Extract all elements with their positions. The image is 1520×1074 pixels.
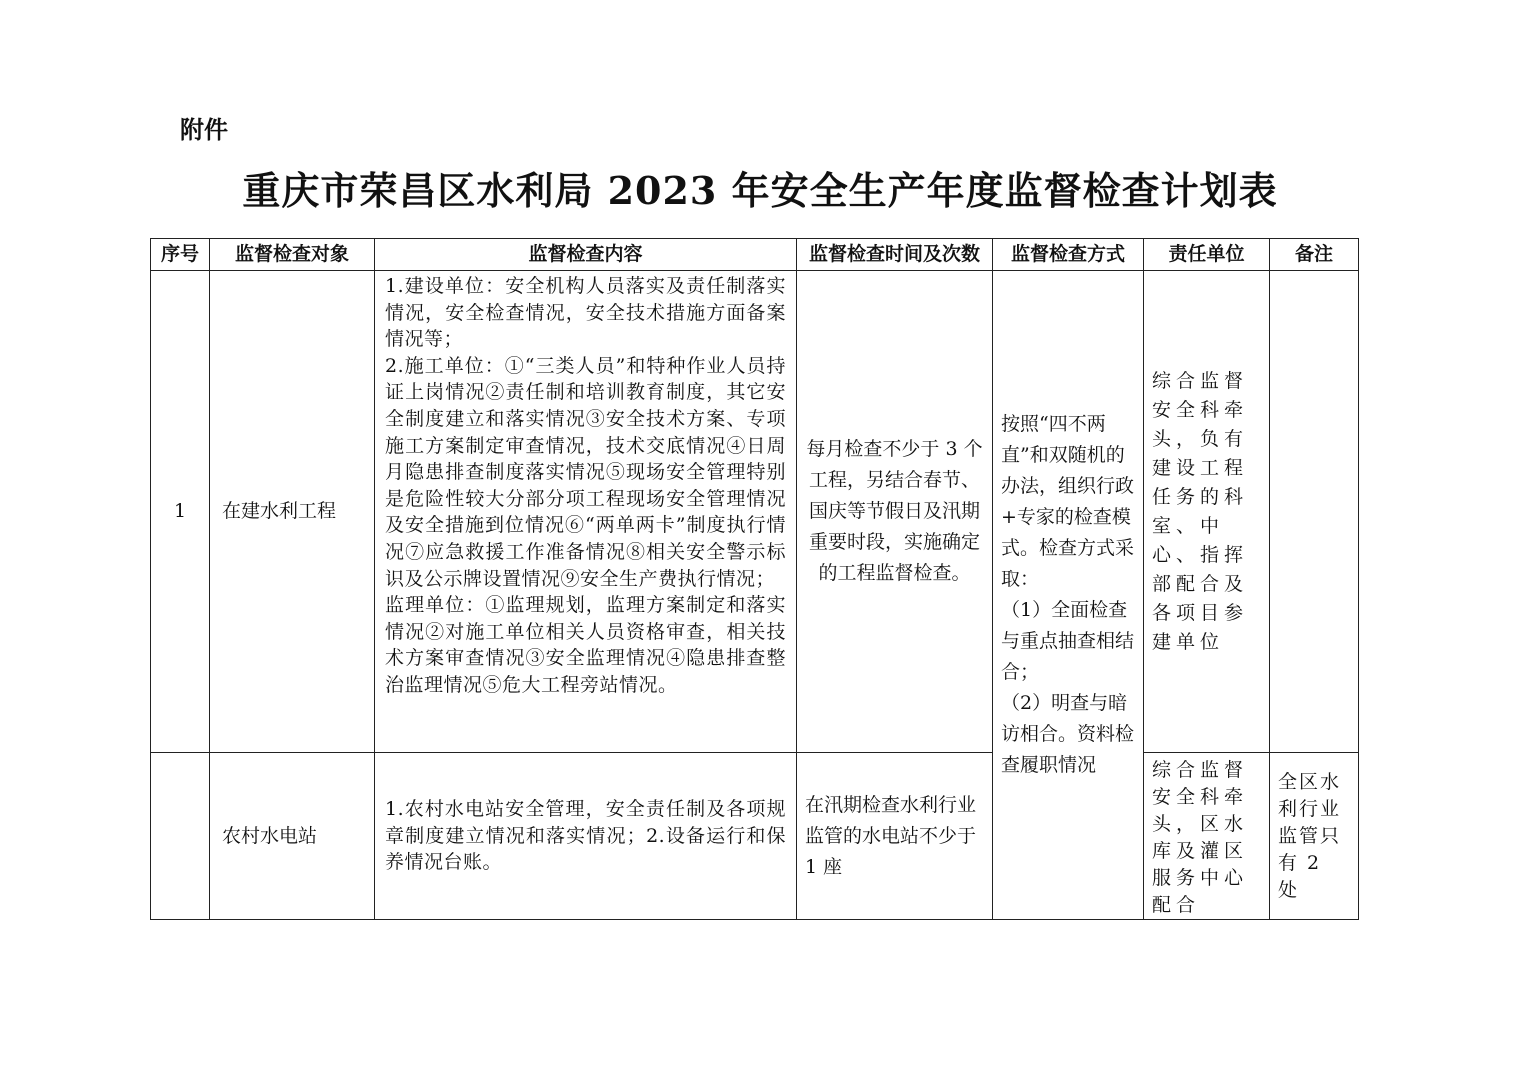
inspection-target: 在建水利工程 <box>210 271 375 753</box>
responsible-unit: 综合监督安全科牵头，区水库及灌区服务中心配合 <box>1144 753 1270 920</box>
column-header-method: 监督检查方式 <box>993 239 1144 271</box>
column-header-target: 监督检查对象 <box>210 239 375 271</box>
column-header-no: 序号 <box>151 239 210 271</box>
inspection-time: 每月检查不少于 3 个工程，另结合春节、国庆等节假日及汛期重要时段，实施确定的工程监督检查。 <box>797 271 993 753</box>
table-row <box>151 271 1359 753</box>
table-header-row <box>151 239 1359 271</box>
inspection-content: 1.农村水电站安全管理，安全责任制及各项规章制度建立情况和落实情况；2.设备运行和保养情况台账。 <box>375 753 797 920</box>
inspection-plan-table <box>150 238 1359 920</box>
column-header-note: 备注 <box>1270 239 1359 271</box>
column-header-responsible: 责任单位 <box>1144 239 1270 271</box>
row-number <box>151 753 210 920</box>
responsible-unit: 综合监督安全科牵头，负有建设工程任务的科室、中心、指挥部配合及各项目参建单位 <box>1144 271 1270 753</box>
remarks: 全区水利行业监管只有 2 处 <box>1270 753 1359 920</box>
column-header-content: 监督检查内容 <box>375 239 797 271</box>
remarks <box>1270 271 1359 753</box>
document-title: 重庆市荣昌区水利局 2023 年安全生产年度监督检查计划表 <box>242 168 1278 213</box>
table-row <box>151 753 1359 920</box>
attachment-label: 附件 <box>180 116 228 144</box>
row-number: 1 <box>151 271 210 753</box>
inspection-method: 按照“四不两直”和双随机的办法，组织行政+专家的检查模式。检查方式采取： （1）全面检查与重点抽查相结合； （2）明查与暗访相合。资料检查履职情况 <box>993 271 1144 920</box>
column-header-time: 监督检查时间及次数 <box>797 239 993 271</box>
inspection-time: 在汛期检查水利行业监管的水电站不少于 1 座 <box>797 753 993 920</box>
inspection-content: 1.建设单位：安全机构人员落实及责任制落实情况，安全检查情况，安全技术措施方面备案情况等； 2.施工单位：①“三类人员”和特种作业人员持证上岗情况②责任制和培训教育制度，其它安全制度建立和落实情况③安全技术方案、专项施工方案制定审查情况，技术交底情况④日周月隐患排查制度落实情况⑤现场安全管理特别是危险性较大分部分项工程现场安全管理情况及安全措施到位情况⑥“两单两卡”制度执行情况⑦应急救援工作准备情况⑧相关安全警示标识及公示牌设置情况⑨安全生产费执行情况； 监理单位：①监理规划，监理方案制定和落实情况②对施工单位相关人员资格审查，相关技术方案审查情况③安全监理情况④隐患排查整治监理情况⑤危大工程旁站情况。 <box>375 271 797 753</box>
inspection-target: 农村水电站 <box>210 753 375 920</box>
